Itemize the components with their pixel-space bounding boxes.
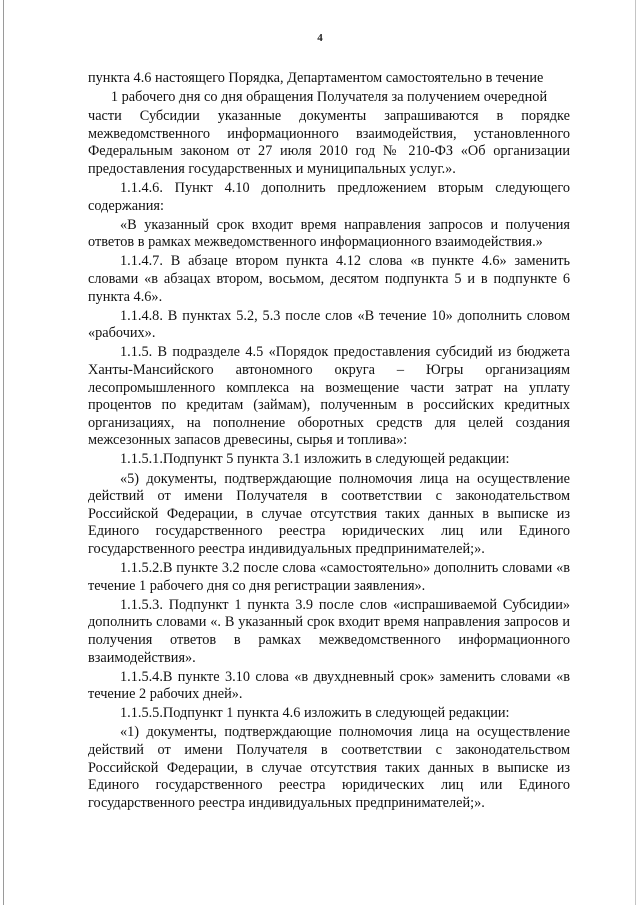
paragraph: 1.1.5.2.В пункте 3.2 после слова «самостоятельно» дополнить словами «в течение 1 рабочего дня со дня регистрации заявления». [88,560,570,594]
page-number: 4 [317,32,323,44]
paragraph: «5) документы, подтверждающие полномочия лица на осуществление действий от имени Получателя в соответствии с законодательством Российской Федерации, в случае отсутствия таких данных в выписке из Единого государственного реестра юридических лиц или Единого государственного реестра индивидуальных предпринимателей;». [88,470,570,557]
paragraph: пункта 4.6 настоящего Порядка, Департаментом самостоятельно в течение [88,70,544,86]
page-left-edge [3,0,4,905]
document-body [88,70,570,814]
paragraph: 1.1.4.6. Пункт 4.10 дополнить предложением вторым следующего содержания: [88,180,570,214]
paragraph: 1.1.4.7. В абзаце втором пункта 4.12 слова «в пункте 4.6» заменить словами «в абзацах втором, восьмом, десятом подпункта 5 и в подпункте 6 пункта 4.6». [88,253,570,305]
paragraph: 1.1.5.1.Подпункт 5 пункта 3.1 изложить в следующей редакции: [120,451,510,468]
paragraph: 1 рабочего дня со дня обращения Получателя за получением очередной [110,89,548,106]
paragraph: части Субсидии указанные документы запрашиваются в порядке межведомственного информационного взаимодействия, установленного Федеральным законом от 27 июля 2010 год № 210-ФЗ «Об организации предоставления государственных и муниципальных услуг.». [88,108,570,177]
paragraph: 1.1.5.4.В пункте 3.10 слова «в двухдневный срок» заменить словами «в течение 2 рабочих дней». [88,668,570,703]
paragraph: 1.1.5.3. Подпункт 1 пункта 3.9 после слов «испрашиваемой Субсидии» дополнить словами «. В указанный срок входит время направления запросов и получения ответов в рамках межведомственного информационного взаимодействия». [88,596,570,666]
paragraph: 1.1.4.8. В пунктах 5.2, 5.3 после слов «В течение 10» дополнить словом «рабочих». [88,307,570,342]
paragraph: 1.1.5.5.Подпункт 1 пункта 4.6 изложить в следующей редакции: [120,705,510,722]
page-right-edge [635,0,636,905]
paragraph: «1) документы, подтверждающие полномочия лица на осуществление действий от имени Получателя в соответствии с законодательством Российской Федерации, в случае отсутствия таких данных в выписке из Единого государственного реестра юридических лиц или Единого государственного реестра индивидуальных предпринимателей;». [88,724,570,811]
paragraph: 1.1.5. В подразделе 4.5 «Порядок предоставления субсидий из бюджета Ханты-Мансийского автономного округа – Югры организациям лесопромышленного комплекса на возмещение части затрат на уплату процентов по кредитам (займам), полученным в российских кредитных организациях, на пополнение оборотных средств для целей создания межсезонных запасов древесины, сырья и топлива»: [88,344,570,449]
paragraph: «В указанный срок входит время направления запросов и получения ответов в рамках межведомственного информационного взаимодействия.» [88,216,570,251]
